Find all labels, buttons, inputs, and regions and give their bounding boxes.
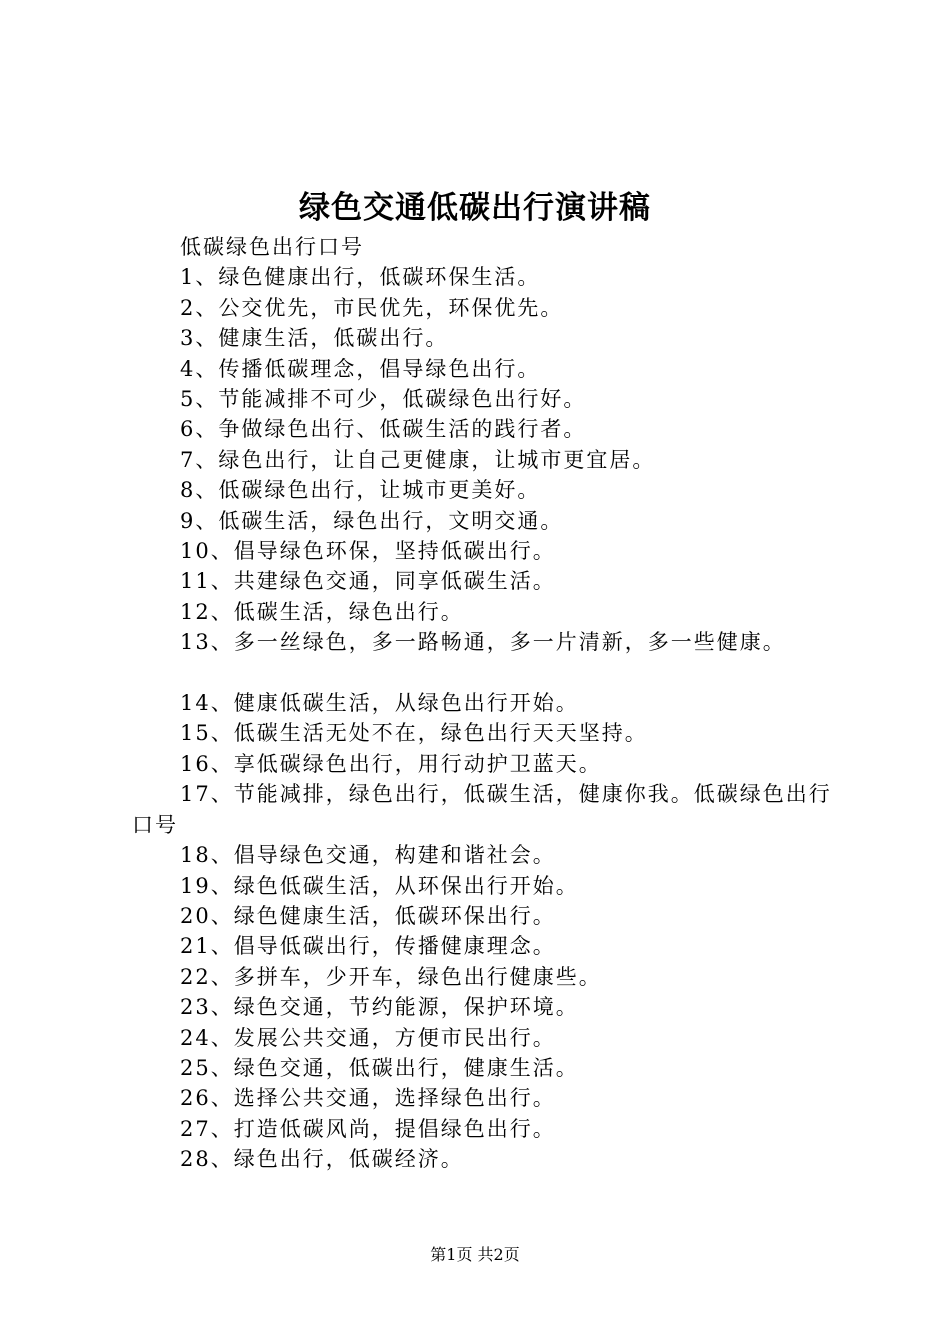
slogan-1: 1、绿色健康出行，低碳环保生活。 [180, 265, 541, 290]
slogan-4: 4、传播低碳理念，倡导绿色出行。 [180, 356, 541, 381]
slogan-17: 17、节能减排，绿色出行，低碳生活，健康你我。低碳绿色出行口号 [132, 782, 832, 837]
slogan-6: 6、争做绿色出行、低碳生活的践行者。 [180, 417, 587, 442]
paragraph-heading: 低碳绿色出行口号 [180, 235, 364, 259]
slogan-11: 11、共建绿色交通，同享低碳生活。 [180, 569, 556, 594]
slogan-8: 8、低碳绿色出行，让城市更美好。 [180, 478, 541, 503]
slogan-23: 23、绿色交通，节约能源，保护环境。 [180, 995, 579, 1020]
slogan-13: 13、多一丝绿色，多一路畅通，多一片清新，多一些健康。 [180, 630, 786, 655]
slogan-7: 7、绿色出行，让自己更健康，让城市更宜居。 [180, 447, 656, 472]
slogan-21: 21、倡导低碳出行，传播健康理念。 [180, 934, 556, 959]
slogan-5: 5、节能减排不可少，低碳绿色出行好。 [180, 387, 587, 412]
paragraph-gap [132, 658, 852, 688]
slogan-15: 15、低碳生活无处不在，绿色出行天天坚持。 [180, 721, 648, 746]
page-footer: 第1页 共2页 [430, 1245, 520, 1264]
slogan-9: 9、低碳生活，绿色出行，文明交通。 [180, 508, 564, 533]
slogan-28: 28、绿色出行，低碳经济。 [180, 1147, 464, 1172]
slogan-24: 24、发展公共交通，方便市民出行。 [180, 1025, 556, 1050]
document-title: 绿色交通低碳出行演讲稿 [299, 190, 651, 226]
slogan-26: 26、选择公共交通，选择绿色出行。 [180, 1086, 556, 1111]
slogan-2: 2、公交优先，市民优先，环保优先。 [180, 295, 564, 320]
document-body [132, 232, 852, 1175]
slogan-19: 19、绿色低碳生活，从环保出行开始。 [180, 873, 579, 898]
slogan-12: 12、低碳生活，绿色出行。 [180, 599, 464, 624]
slogan-18: 18、倡导绿色交通，构建和谐社会。 [180, 843, 556, 868]
slogan-27: 27、打造低碳风尚，提倡绿色出行。 [180, 1116, 556, 1141]
slogan-14: 14、健康低碳生活，从绿色出行开始。 [180, 691, 579, 716]
slogan-20: 20、绿色健康生活，低碳环保出行。 [180, 903, 556, 928]
slogan-16: 16、享低碳绿色出行，用行动护卫蓝天。 [180, 751, 602, 776]
slogan-25: 25、绿色交通，低碳出行，健康生活。 [180, 1055, 579, 1080]
slogan-3: 3、健康生活，低碳出行。 [180, 326, 449, 351]
slogan-10: 10、倡导绿色环保，坚持低碳出行。 [180, 539, 556, 564]
slogan-22: 22、多拼车，少开车，绿色出行健康些。 [180, 964, 602, 989]
